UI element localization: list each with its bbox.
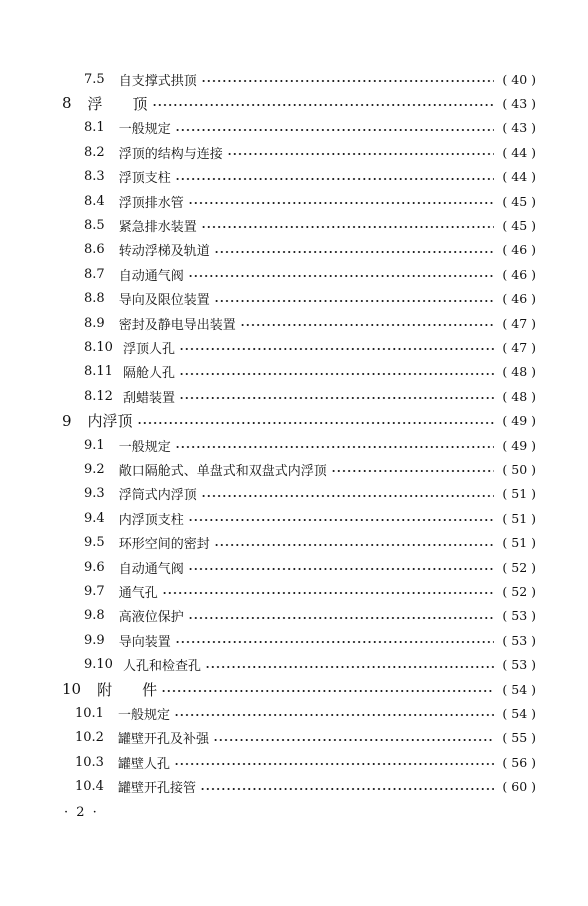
toc-section-row[interactable] [84, 166, 536, 188]
toc-title: 浮顶支柱 [118, 171, 171, 187]
toc-number: 8.9 [84, 315, 105, 331]
toc-title: 内浮顶支柱 [118, 512, 184, 528]
toc-page-ref: ( 45 ) [502, 217, 536, 233]
toc-section-row[interactable] [84, 361, 536, 383]
toc-number: 9.7 [84, 583, 105, 599]
toc-title: 导向装置 [118, 634, 171, 650]
toc-number: 10 [62, 680, 82, 698]
toc-page-ref: ( 54 ) [502, 681, 536, 697]
toc-section-row[interactable] [84, 556, 536, 578]
toc-title: 自支撑式拱顶 [118, 73, 197, 89]
toc-number: 8.11 [84, 364, 113, 380]
toc-number: 8.1 [84, 120, 105, 136]
toc-section-row[interactable] [84, 288, 536, 310]
toc-page-ref: ( 51 ) [502, 510, 536, 526]
toc-title: 罐壁开孔接管 [117, 781, 196, 797]
toc-page-ref: ( 56 ) [502, 754, 536, 770]
toc-leader-dots [201, 68, 494, 90]
toc-page-ref: ( 53 ) [502, 608, 536, 624]
toc-page-ref: ( 49 ) [502, 413, 536, 429]
toc-number: 9.2 [84, 461, 105, 477]
toc-section-row[interactable] [75, 727, 536, 749]
toc-section-row[interactable] [84, 605, 536, 627]
toc-page-ref: ( 47 ) [502, 315, 536, 331]
toc-number: 7.5 [84, 71, 105, 87]
page-number: · 2 · [64, 805, 99, 820]
toc-number: 9.10 [84, 657, 113, 673]
toc-title: 转动浮梯及轨道 [118, 244, 210, 260]
toc-section-row[interactable] [84, 312, 536, 334]
toc-leader-dots [200, 776, 494, 798]
toc-page-ref: ( 55 ) [502, 730, 536, 746]
toc-number: 8.8 [84, 291, 105, 307]
toc-title: 人孔和检查孔 [122, 659, 201, 675]
toc-page-ref: ( 43 ) [502, 95, 536, 111]
toc-number: 8.12 [84, 388, 113, 404]
toc-section-row[interactable] [75, 702, 536, 724]
toc-page-ref: ( 44 ) [502, 144, 536, 160]
toc-title: 环形空间的密封 [118, 537, 210, 553]
toc-section-row[interactable] [84, 629, 536, 651]
toc-leader-dots [179, 361, 494, 383]
toc-title: 一般规定 [117, 707, 170, 723]
toc-page-ref: ( 43 ) [502, 120, 536, 136]
toc-section-row[interactable] [75, 751, 536, 773]
toc-number: 8.3 [84, 169, 105, 185]
toc-page-ref: ( 46 ) [502, 242, 536, 258]
toc-leader-dots [205, 654, 494, 676]
toc-title: 自动通气阀 [118, 561, 184, 577]
toc-title: 敞口隔舱式、单盘式和双盘式内浮顶 [118, 463, 327, 479]
toc-section-row[interactable] [84, 68, 536, 90]
toc-number: 8.5 [84, 217, 105, 233]
toc-page-ref: ( 47 ) [502, 339, 536, 355]
toc-page-ref: ( 44 ) [502, 169, 536, 185]
toc-leader-dots [179, 336, 494, 358]
toc-title: 通气孔 [118, 585, 158, 601]
toc-leader-dots [240, 312, 494, 334]
toc-page-ref: ( 46 ) [502, 291, 536, 307]
toc-leader-dots [175, 629, 494, 651]
toc-page-ref: ( 45 ) [502, 193, 536, 209]
toc-title: 一般规定 [118, 122, 171, 138]
toc-title: 浮 顶 [87, 94, 148, 113]
toc-leader-dots [188, 263, 494, 285]
toc-number: 9.6 [84, 559, 105, 575]
toc-leader-dots [152, 92, 494, 114]
toc-number: 8.7 [84, 266, 105, 282]
toc-title: 附 件 [97, 680, 158, 699]
toc-leader-dots [162, 580, 494, 602]
toc-page-ref: ( 46 ) [502, 266, 536, 282]
toc-section-row[interactable] [84, 580, 536, 602]
toc-number: 10.3 [75, 754, 104, 770]
toc-page-ref: ( 50 ) [502, 461, 536, 477]
toc-chapter-row[interactable] [62, 678, 536, 700]
toc-number: 10.2 [75, 730, 104, 746]
toc-number: 8.2 [84, 144, 105, 160]
toc-title: 密封及静电导出装置 [118, 317, 236, 333]
toc-leader-dots [174, 751, 494, 773]
toc-number: 10.1 [75, 705, 104, 721]
toc-leader-dots [214, 532, 494, 554]
toc-leader-dots [201, 214, 494, 236]
toc-leader-dots [214, 239, 494, 261]
toc-section-row[interactable] [75, 776, 536, 798]
toc-chapter-row[interactable] [62, 92, 536, 114]
toc-section-row[interactable] [84, 117, 536, 139]
toc-page-ref: ( 52 ) [502, 583, 536, 599]
toc-page-ref: ( 48 ) [502, 364, 536, 380]
toc-section-row[interactable] [84, 434, 536, 456]
toc-title: 高液位保护 [118, 610, 184, 626]
toc-section-row[interactable] [84, 458, 536, 480]
toc-number: 9.1 [84, 437, 105, 453]
toc-section-row[interactable] [84, 141, 536, 163]
toc-leader-dots [188, 556, 494, 578]
toc-page-ref: ( 60 ) [502, 779, 536, 795]
toc-number: 9.8 [84, 608, 105, 624]
toc-leader-dots [179, 385, 494, 407]
toc-number: 10.4 [75, 779, 104, 795]
toc-title: 导向及限位装置 [118, 293, 210, 309]
toc-leader-dots [188, 605, 494, 627]
toc-leader-dots [175, 117, 494, 139]
toc-leader-dots [137, 410, 494, 432]
toc-leader-dots [188, 190, 494, 212]
toc-section-row[interactable] [84, 214, 536, 236]
toc-section-row[interactable] [84, 263, 536, 285]
toc-leader-dots [227, 141, 494, 163]
toc-chapter-row[interactable] [62, 410, 536, 432]
toc-section-row[interactable] [84, 190, 536, 212]
toc-page-ref: ( 51 ) [502, 486, 536, 502]
toc-leader-dots [188, 507, 494, 529]
toc-page-ref: ( 54 ) [502, 705, 536, 721]
toc-title: 内浮顶 [87, 412, 133, 431]
toc-number: 9.9 [84, 632, 105, 648]
toc-section-row[interactable] [84, 654, 536, 676]
toc-leader-dots [175, 166, 494, 188]
toc-section-row[interactable] [84, 385, 536, 407]
toc-section-row[interactable] [84, 336, 536, 358]
toc-number: 8.6 [84, 242, 105, 258]
toc-number: 8.10 [84, 339, 113, 355]
toc-page-ref: ( 40 ) [502, 71, 536, 87]
toc-leader-dots [214, 288, 494, 310]
toc-section-row[interactable] [84, 507, 536, 529]
toc-leader-dots [213, 727, 494, 749]
toc-leader-dots [174, 702, 494, 724]
toc-number: 9.4 [84, 510, 105, 526]
toc-title: 自动通气阀 [118, 268, 184, 284]
toc-page-ref: ( 52 ) [502, 559, 536, 575]
toc-number: 8 [62, 94, 72, 113]
toc-section-row[interactable] [84, 483, 536, 505]
toc-title: 隔舱人孔 [122, 366, 175, 382]
toc-title: 罐壁人孔 [117, 756, 170, 772]
toc-title: 浮筒式内浮顶 [118, 488, 197, 504]
toc-section-row[interactable] [84, 239, 536, 261]
toc-number: 9.3 [84, 486, 105, 502]
toc-page-ref: ( 53 ) [502, 657, 536, 673]
toc-leader-dots [161, 678, 494, 700]
toc-page-ref: ( 49 ) [502, 437, 536, 453]
toc-page-ref: ( 48 ) [502, 388, 536, 404]
toc-leader-dots [201, 483, 494, 505]
toc-title: 紧急排水装置 [118, 219, 197, 235]
toc-title: 浮顶的结构与连接 [118, 146, 223, 162]
toc-leader-dots [331, 458, 494, 480]
toc-title: 罐壁开孔及补强 [117, 732, 209, 748]
toc-title: 浮顶排水管 [118, 195, 184, 211]
toc-section-row[interactable] [84, 532, 536, 554]
toc-title: 浮顶人孔 [122, 341, 175, 357]
toc-number: 9 [62, 411, 72, 430]
toc-page-ref: ( 51 ) [502, 535, 536, 551]
toc-leader-dots [175, 434, 494, 456]
toc-number: 8.4 [84, 193, 105, 209]
toc-title: 刮蜡装置 [122, 390, 175, 406]
toc-number: 9.5 [84, 535, 105, 551]
toc-title: 一般规定 [118, 439, 171, 455]
toc-page-ref: ( 53 ) [502, 632, 536, 648]
